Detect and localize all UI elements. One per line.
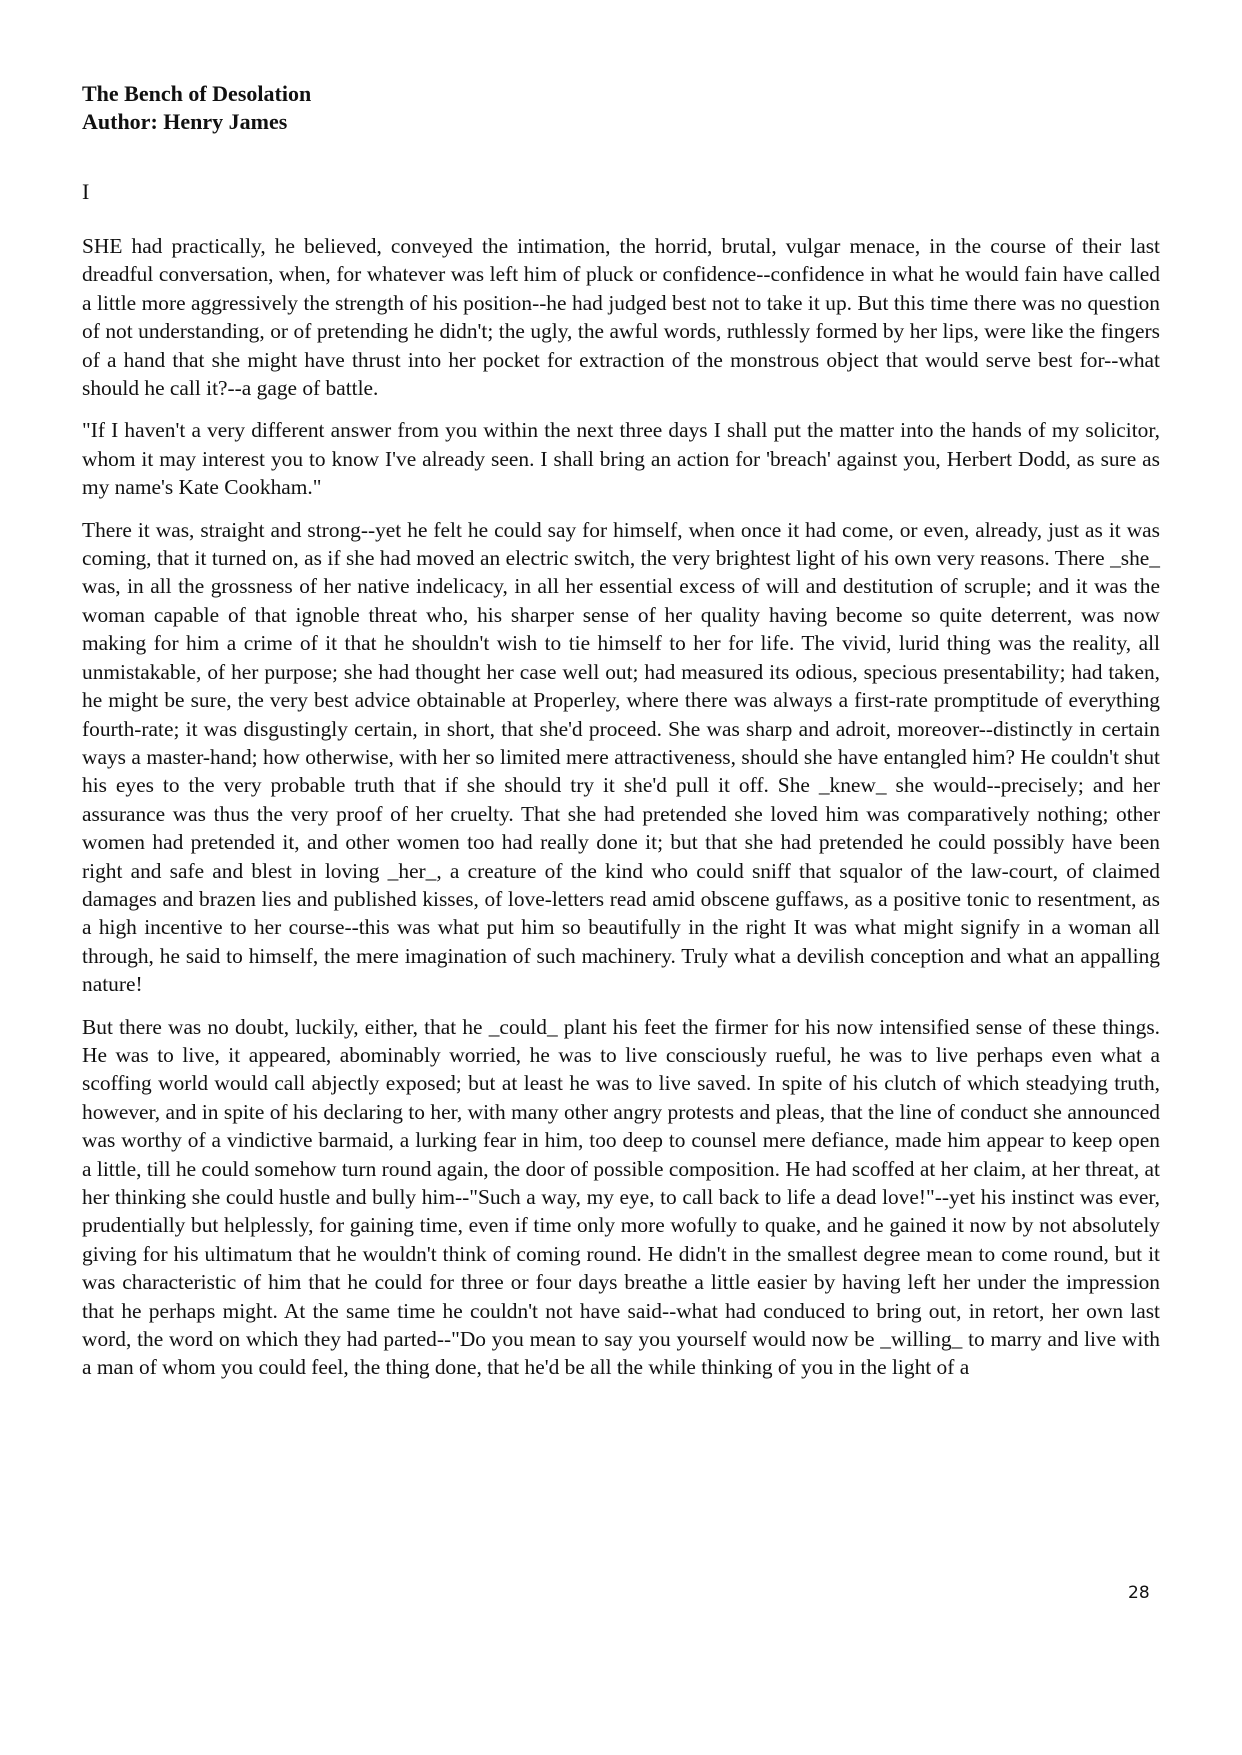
paragraph: "If I haven't a very different answer from you within the next three days I shall put the matter into the hands of my solicitor, whom it may interest you to know I've already seen. I shall bring an action for 'breach' against you, Herbert Dodd, as sure as my name's Kate Cookham." xyxy=(82,418,1160,500)
chapter-heading: I xyxy=(82,179,90,204)
paragraph: There it was, straight and strong--yet he felt he could say for himself, when once it had come, or even, already, just as it was coming, that it turned on, as if she had moved an electric switch, the very brightest light of his own very reasons. There _she_ was, in all the grossness of her native indelicacy, in all her essential excess of will and destitution of scruple; and it was the woman capable of that ignoble threat who, his sharper sense of her quality having become so quite deterrent, was now making for him a crime of it that he shouldn't wish to tie himself to her for life. The vivid, lurid thing was the reality, all unmistakable, of her purpose; she had thought her case well out; had measured its odious, specious presentability; had taken, he might be sure, the very best advice obtainable at Properley, where there was always a first-rate promptitude of everything fourth-rate; it was disgustingly certain, in short, that she'd proceed. She was sharp and adroit, moreover--distinctly in certain ways a master-hand; how otherwise, with her so limited mere attractiveness, should she have entangled him? He couldn't shut his eyes to the very probable truth that if she should try it she'd pull it off. She _knew_ she would--precisely; and her assurance was thus the very proof of her cruelty. That she had pretended she loved him was comparatively nothing; other women had pretended it, and other women too had really done it; but that she had pretended he could possibly have been right and safe and blest in loving _her_, a creature of the kind who could sniff that squalor of the law-court, of claimed damages and brazen lies and published kisses, of love-letters read amid obscene guffaws, as a positive tonic to resentment, as a high incentive to her course--this was what put him so beautifully in the right It was what might signify in a woman all through, he said to himself, the mere imagination of such machinery. Truly what a devilish conception and what an appalling nature! xyxy=(82,517,1160,997)
document-title: The Bench of Desolation xyxy=(82,81,312,106)
document-page xyxy=(82,80,1160,1382)
author-line: Author: Henry James xyxy=(82,109,288,134)
paragraph: SHE had practically, he believed, conveyed the intimation, the horrid, brutal, vulgar menace, in the course of their last dreadful conversation, when, for whatever was left him of pluck or confidence--confidence in what he would fain have called a little more aggressively the strength of his position--he had judged best not to take it up. But this time there was no question of not understanding, or of pretending he didn't; the ugly, the awful words, ruthlessly formed by her lips, were like the fingers of a hand that she might have thrust into her pocket for extraction of the monstrous object that would serve best for--what should he call it?--a gage of battle. xyxy=(82,234,1160,401)
paragraph: But there was no doubt, luckily, either, that he _could_ plant his feet the firmer for his now intensified sense of these things. He was to live, it appeared, abominably worried, he was to live consciously rueful, he was to live perhaps even what a scoffing world would call abjectly exposed; but at least he was to live saved. In spite of his clutch of which steadying truth, however, and in spite of his declaring to her, with many other angry protests and pleas, that the line of conduct she announced was worthy of a vindictive barmaid, a lurking fear in him, too deep to counsel mere defiance, made him appear to keep open a little, till he could somehow turn round again, the door of possible composition. He had scoffed at her claim, at her threat, at her thinking she could hustle and bully him--"Such a way, my eye, to call back to life a dead love!"--yet his instinct was ever, prudentially but helplessly, for gaining time, even if time only more wofully to quake, and he gained it now by not absolutely giving for his ultimatum that he wouldn't think of coming round. He didn't in the smallest degree mean to come round, but it was characteristic of him that he could for three or four days breathe a little easier by having left her under the impression that he perhaps might. At the same time he couldn't not have said--what had conduced to bring out, in retort, her own last word, the word on which they had parted--"Do you mean to say you yourself would now be _willing_ to marry and live with a man of whom you could feel, the thing done, that he'd be all the while thinking of you in the light of a xyxy=(82,1014,1160,1380)
title-block xyxy=(82,80,1160,136)
page-number: 28 xyxy=(1128,1583,1150,1603)
